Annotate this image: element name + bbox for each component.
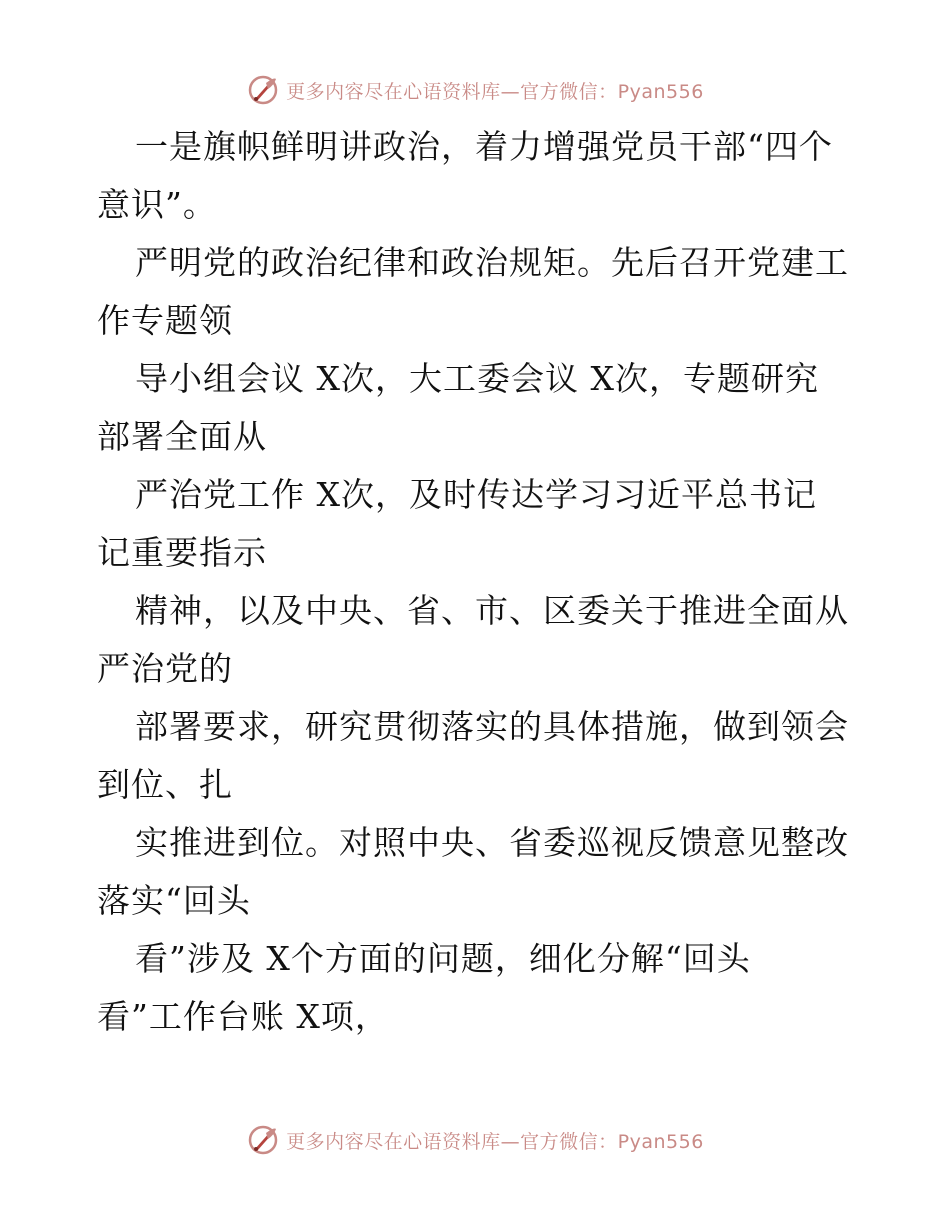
body-line: 严明党的政治纪律和政治规矩。先后召开党建工: [135, 243, 849, 282]
body-line: 严治党的: [97, 649, 233, 688]
footer-banner: [0, 1120, 950, 1160]
body-line: 意识”。: [97, 185, 217, 224]
footer-banner-text: 更多内容尽在心语资料库—官方微信：Pyan556: [286, 1130, 704, 1153]
body-line: 部署全面从: [97, 417, 267, 456]
document-body: [97, 118, 857, 1046]
body-line: 记重要指示: [97, 533, 267, 572]
body-line: 看”涉及 X个方面的问题，细化分解“回头: [135, 939, 751, 978]
body-line: 严治党工作 X次，及时传达学习习近平总书记: [135, 475, 817, 514]
body-line: 作专题领: [97, 301, 233, 340]
header-banner: [0, 70, 950, 110]
body-line: 一是旗帜鲜明讲政治，着力增强党员干部“四个: [135, 127, 833, 166]
quill-pen-logo-icon: [246, 73, 280, 107]
body-line: 导小组会议 X次，大工委会议 X次，专题研究: [135, 359, 819, 398]
body-line: 看”工作台账 X项，: [97, 997, 389, 1036]
body-line: 实推进到位。对照中央、省委巡视反馈意见整改: [135, 823, 849, 862]
body-line: 精神，以及中央、省、市、区委关于推进全面从: [135, 591, 849, 630]
body-line: 落实“回头: [97, 881, 251, 920]
quill-pen-logo-icon: [246, 1123, 280, 1157]
header-banner-text: 更多内容尽在心语资料库—官方微信：Pyan556: [286, 80, 704, 103]
body-line: 部署要求，研究贯彻落实的具体措施，做到领会: [135, 707, 849, 746]
body-line: 到位、扎: [97, 765, 233, 804]
